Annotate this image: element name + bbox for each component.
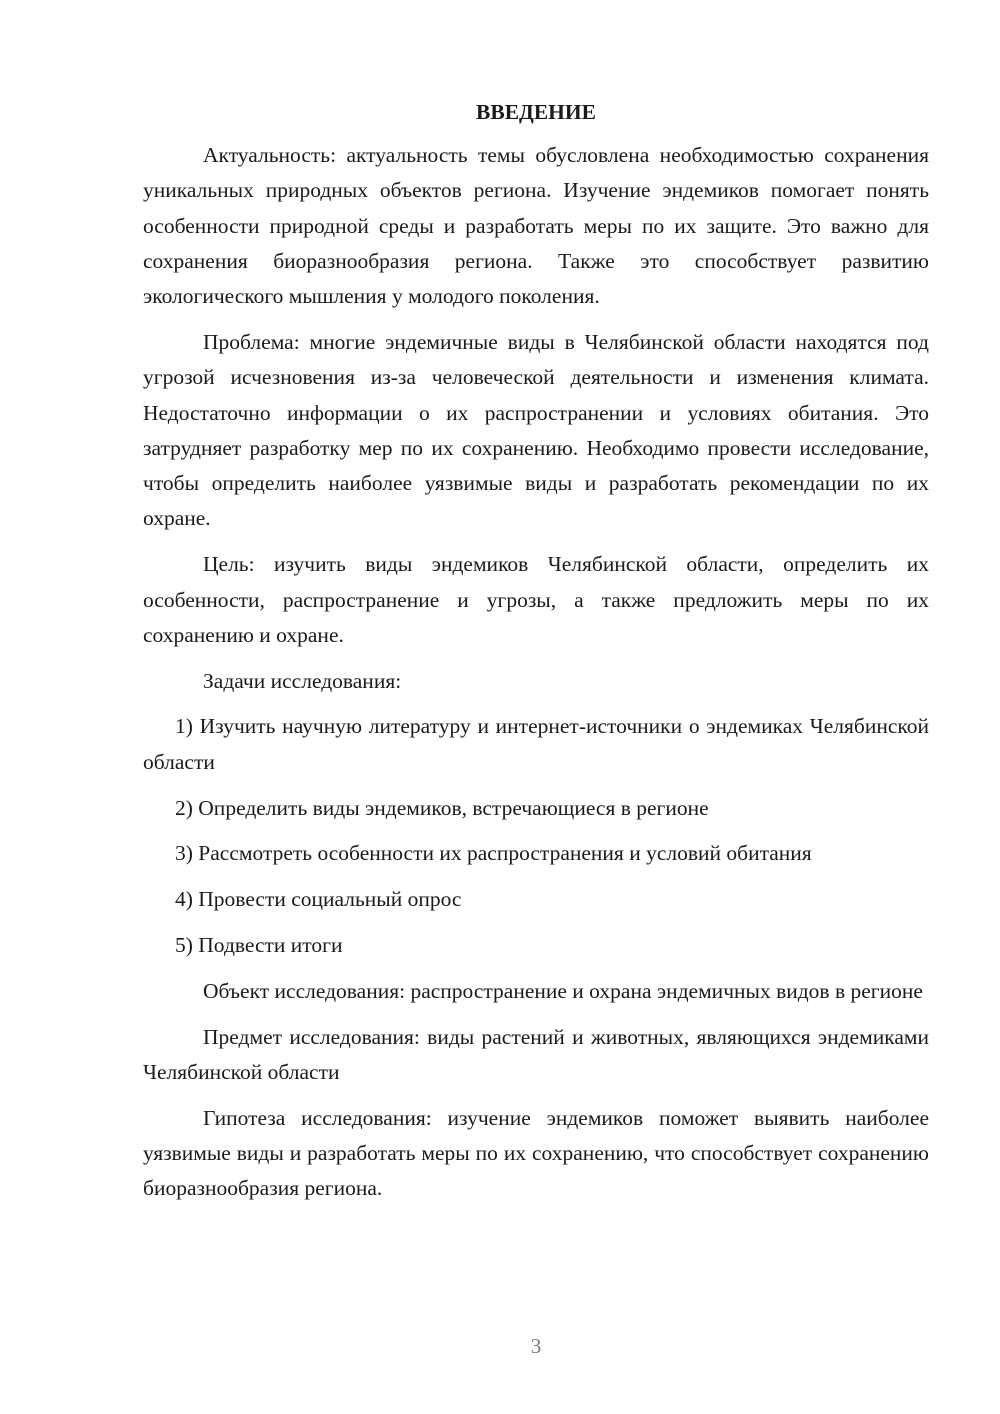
paragraph-hypothesis: Гипотеза исследования: изучение эндемиков поможет выявить наиболее уязвимые виды и разработать меры по их сохранению, что способствует сохранению биоразнообразия региона. <box>143 1105 929 1201</box>
list-item: 3) Рассмотреть особенности их распространения и условий обитания <box>175 841 812 866</box>
paragraph-goal: Цель: изучить виды эндемиков Челябинской области, определить их особенности, распространение и угрозы, а также предложить меры по их сохранению и охране. <box>143 552 929 647</box>
paragraph-object: Объект исследования: распространение и охрана эндемичных видов в регионе <box>203 978 923 1003</box>
list-item: 4) Провести социальный опрос <box>175 887 462 912</box>
paragraph-relevance: Актуальность: актуальность темы обусловлена необходимостью сохранения уникальных природных объектов региона. Изучение эндемиков помогает понять особенности природной среды и разработать меры по их защите. Это важно для сохранения биоразнообразия региона. Также это способствует развитию экологического мышления у молодого поколения. <box>143 143 929 309</box>
list-item: 5) Подвести итоги <box>175 932 343 957</box>
tasks-title: Задачи исследования: <box>203 668 402 693</box>
task-list <box>143 709 929 963</box>
list-item: 2) Определить виды эндемиков, встречающиеся в регионе <box>175 795 709 820</box>
page-title: ВВЕДЕНИЕ <box>476 100 596 124</box>
paragraph-subject: Предмет исследования: виды растений и животных, являющихся эндемиками Челябинской области <box>143 1024 929 1084</box>
list-item: 1) Изучить научную литературу и интернет-источники о эндемиках Челябинской области <box>143 714 929 774</box>
page-content <box>143 96 929 1217</box>
page-number: 3 <box>530 1334 542 1358</box>
paragraph-problem: Проблема: многие эндемичные виды в Челябинской области находятся под угрозой исчезновения из-за человеческой деятельности и изменения климата. Недостаточно информации о их распространении и условиях обитания. Это затрудняет разработку мер по их сохранению. Необходимо провести исследование, чтобы определить наиболее уязвимые виды и разработать рекомендации по их охране. <box>143 329 929 531</box>
